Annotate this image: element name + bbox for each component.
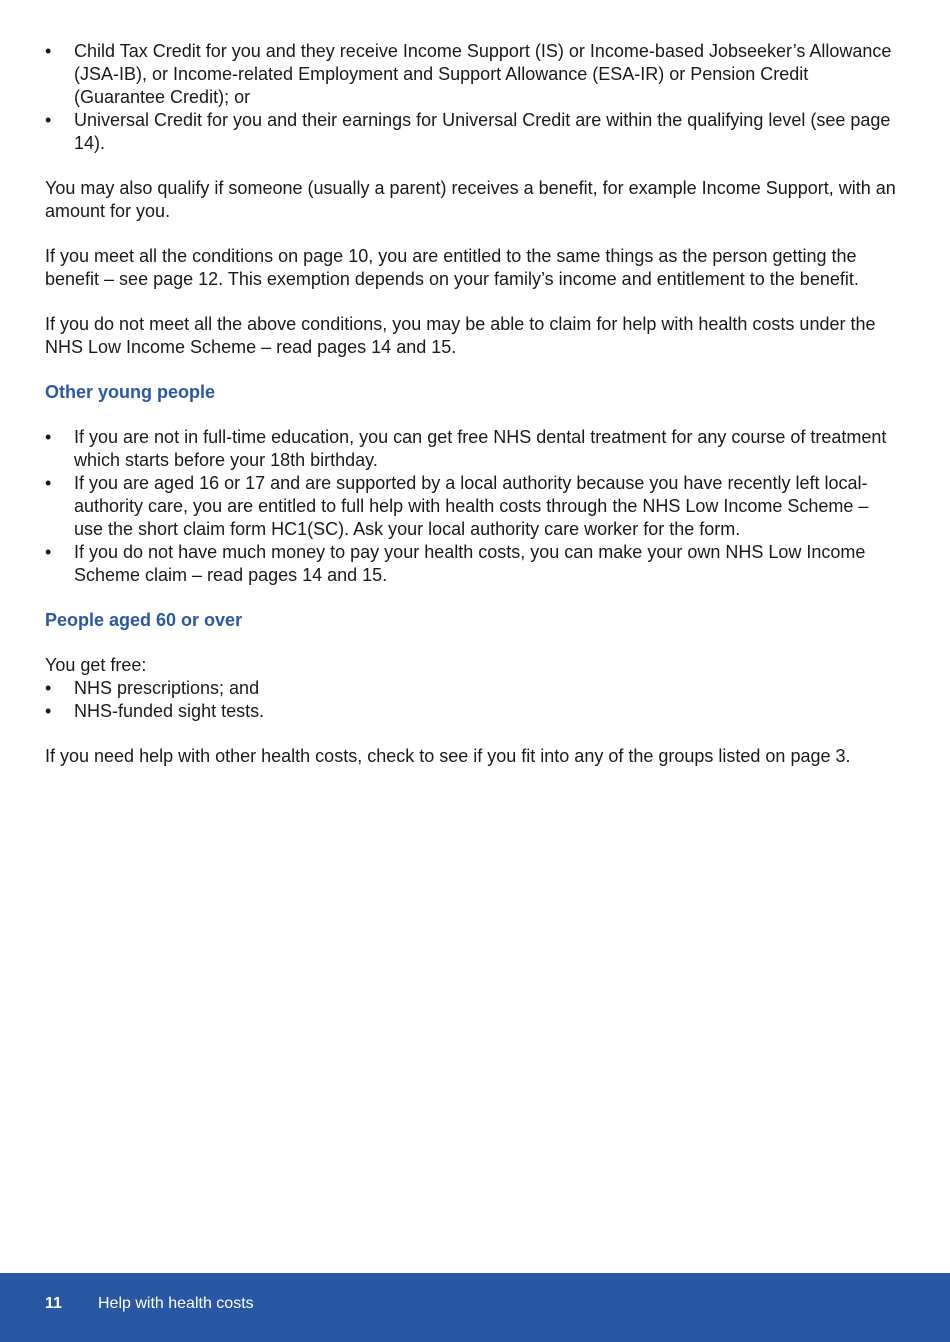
paragraph-conditions: If you meet all the conditions on page 10, you are entitled to the same things as the person getting the benefit – see page 12. This exemption depends on your family’s income and entitlement to the benefit. — [45, 246, 859, 289]
other-young-people-list — [45, 426, 897, 587]
paragraph-qualify: You may also qualify if someone (usually a parent) receives a benefit, for example Income Support, with an amount for you. — [45, 178, 896, 221]
bullet-marker: • — [45, 678, 52, 698]
list-item-text: If you are not in full-time education, you can get free NHS dental treatment for any course of treatment which starts before your 18th birthday. — [74, 427, 887, 470]
list-item — [45, 109, 897, 155]
list-item-text: NHS prescriptions; and — [74, 678, 260, 698]
list-item — [45, 677, 897, 700]
list-item — [45, 40, 897, 109]
page-number: 11 — [45, 1295, 62, 1312]
intro-bullet-list — [45, 40, 897, 155]
bullet-marker: • — [45, 701, 52, 721]
bullet-marker: • — [45, 427, 52, 447]
heading-other-young-people: Other young people — [45, 382, 216, 402]
list-item — [45, 700, 897, 723]
list-item — [45, 472, 897, 541]
footer-title: Help with health costs — [98, 1295, 254, 1312]
list-item-text: If you are aged 16 or 17 and are supported by a local authority because you have recently left local-authority care, you are entitled to full help with health costs through the NHS Low Income Scheme – use the short claim form HC1(SC). Ask your local authority care worker for the form. — [74, 473, 869, 539]
page-content — [45, 40, 897, 768]
page-footer — [0, 1273, 950, 1342]
paragraph-low-income: If you do not meet all the above conditions, you may be able to claim for help with health costs under the NHS Low Income Scheme – read pages 14 and 15. — [45, 314, 876, 357]
list-item-text: NHS-funded sight tests. — [74, 701, 265, 721]
list-item-text: Universal Credit for you and their earnings for Universal Credit are within the qualifying level (see page 14). — [74, 110, 891, 153]
list-item-text: Child Tax Credit for you and they receive Income Support (IS) or Income-based Jobseeker’s Allowance (JSA-IB), or Income-related Employment and Support Allowance (ESA-IR) or Pension Credit (Guarantee Credit); or — [74, 41, 892, 107]
bullet-marker: • — [45, 110, 52, 130]
heading-people-60-over: People aged 60 or over — [45, 610, 243, 630]
list-item — [45, 426, 897, 472]
free-items-list — [45, 677, 897, 723]
bullet-marker: • — [45, 542, 52, 562]
paragraph-other-health-costs: If you need help with other health costs, check to see if you fit into any of the groups listed on page 3. — [45, 746, 851, 766]
list-item — [45, 541, 897, 587]
list-item-text: If you do not have much money to pay your health costs, you can make your own NHS Low Income Scheme claim – read pages 14 and 15. — [74, 542, 866, 585]
paragraph-you-get-free: You get free: — [45, 655, 147, 675]
bullet-marker: • — [45, 473, 52, 493]
bullet-marker: • — [45, 41, 52, 61]
